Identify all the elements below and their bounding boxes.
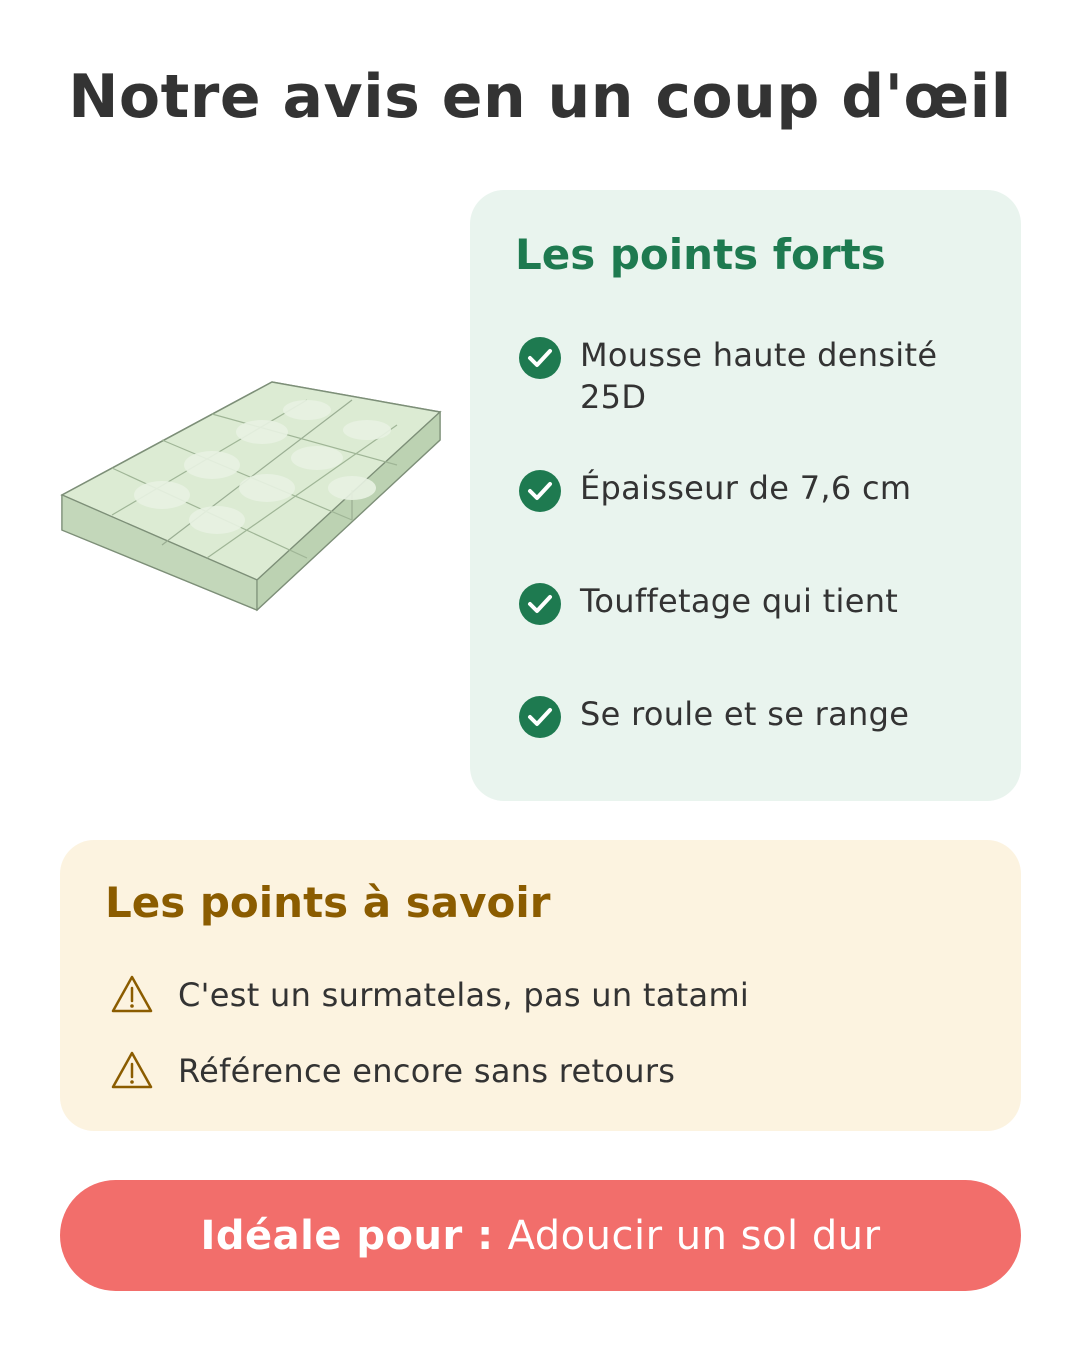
caveat-text: C'est un surmatelas, pas un tatami	[178, 976, 750, 1014]
strength-text: Touffetage qui tient	[580, 582, 899, 620]
ideal-for-label: Idéale pour :	[200, 1212, 494, 1259]
warning-triangle-icon	[110, 974, 154, 1014]
caveats-card	[60, 840, 1021, 1131]
check-circle-icon	[518, 582, 562, 626]
warning-triangle-icon	[110, 1050, 154, 1090]
strengths-card	[470, 190, 1021, 801]
strengths-title: Les points forts	[515, 230, 886, 279]
strength-text: Se roule et se range	[580, 695, 910, 733]
caveat-text: Référence encore sans retours	[178, 1052, 676, 1090]
strength-text: Épaisseur de 7,6 cm	[580, 469, 912, 507]
ideal-for-value: Adoucir un sol dur	[507, 1212, 881, 1259]
check-circle-icon	[518, 695, 562, 739]
caveats-title: Les points à savoir	[105, 878, 551, 927]
check-circle-icon	[518, 469, 562, 513]
mattress-topper-image	[52, 370, 452, 620]
strength-text: Mousse haute densité 25D	[580, 336, 938, 416]
check-circle-icon	[518, 336, 562, 380]
ideal-for-banner	[60, 1180, 1021, 1291]
page-title: Notre avis en un coup d'œil	[68, 62, 1012, 132]
